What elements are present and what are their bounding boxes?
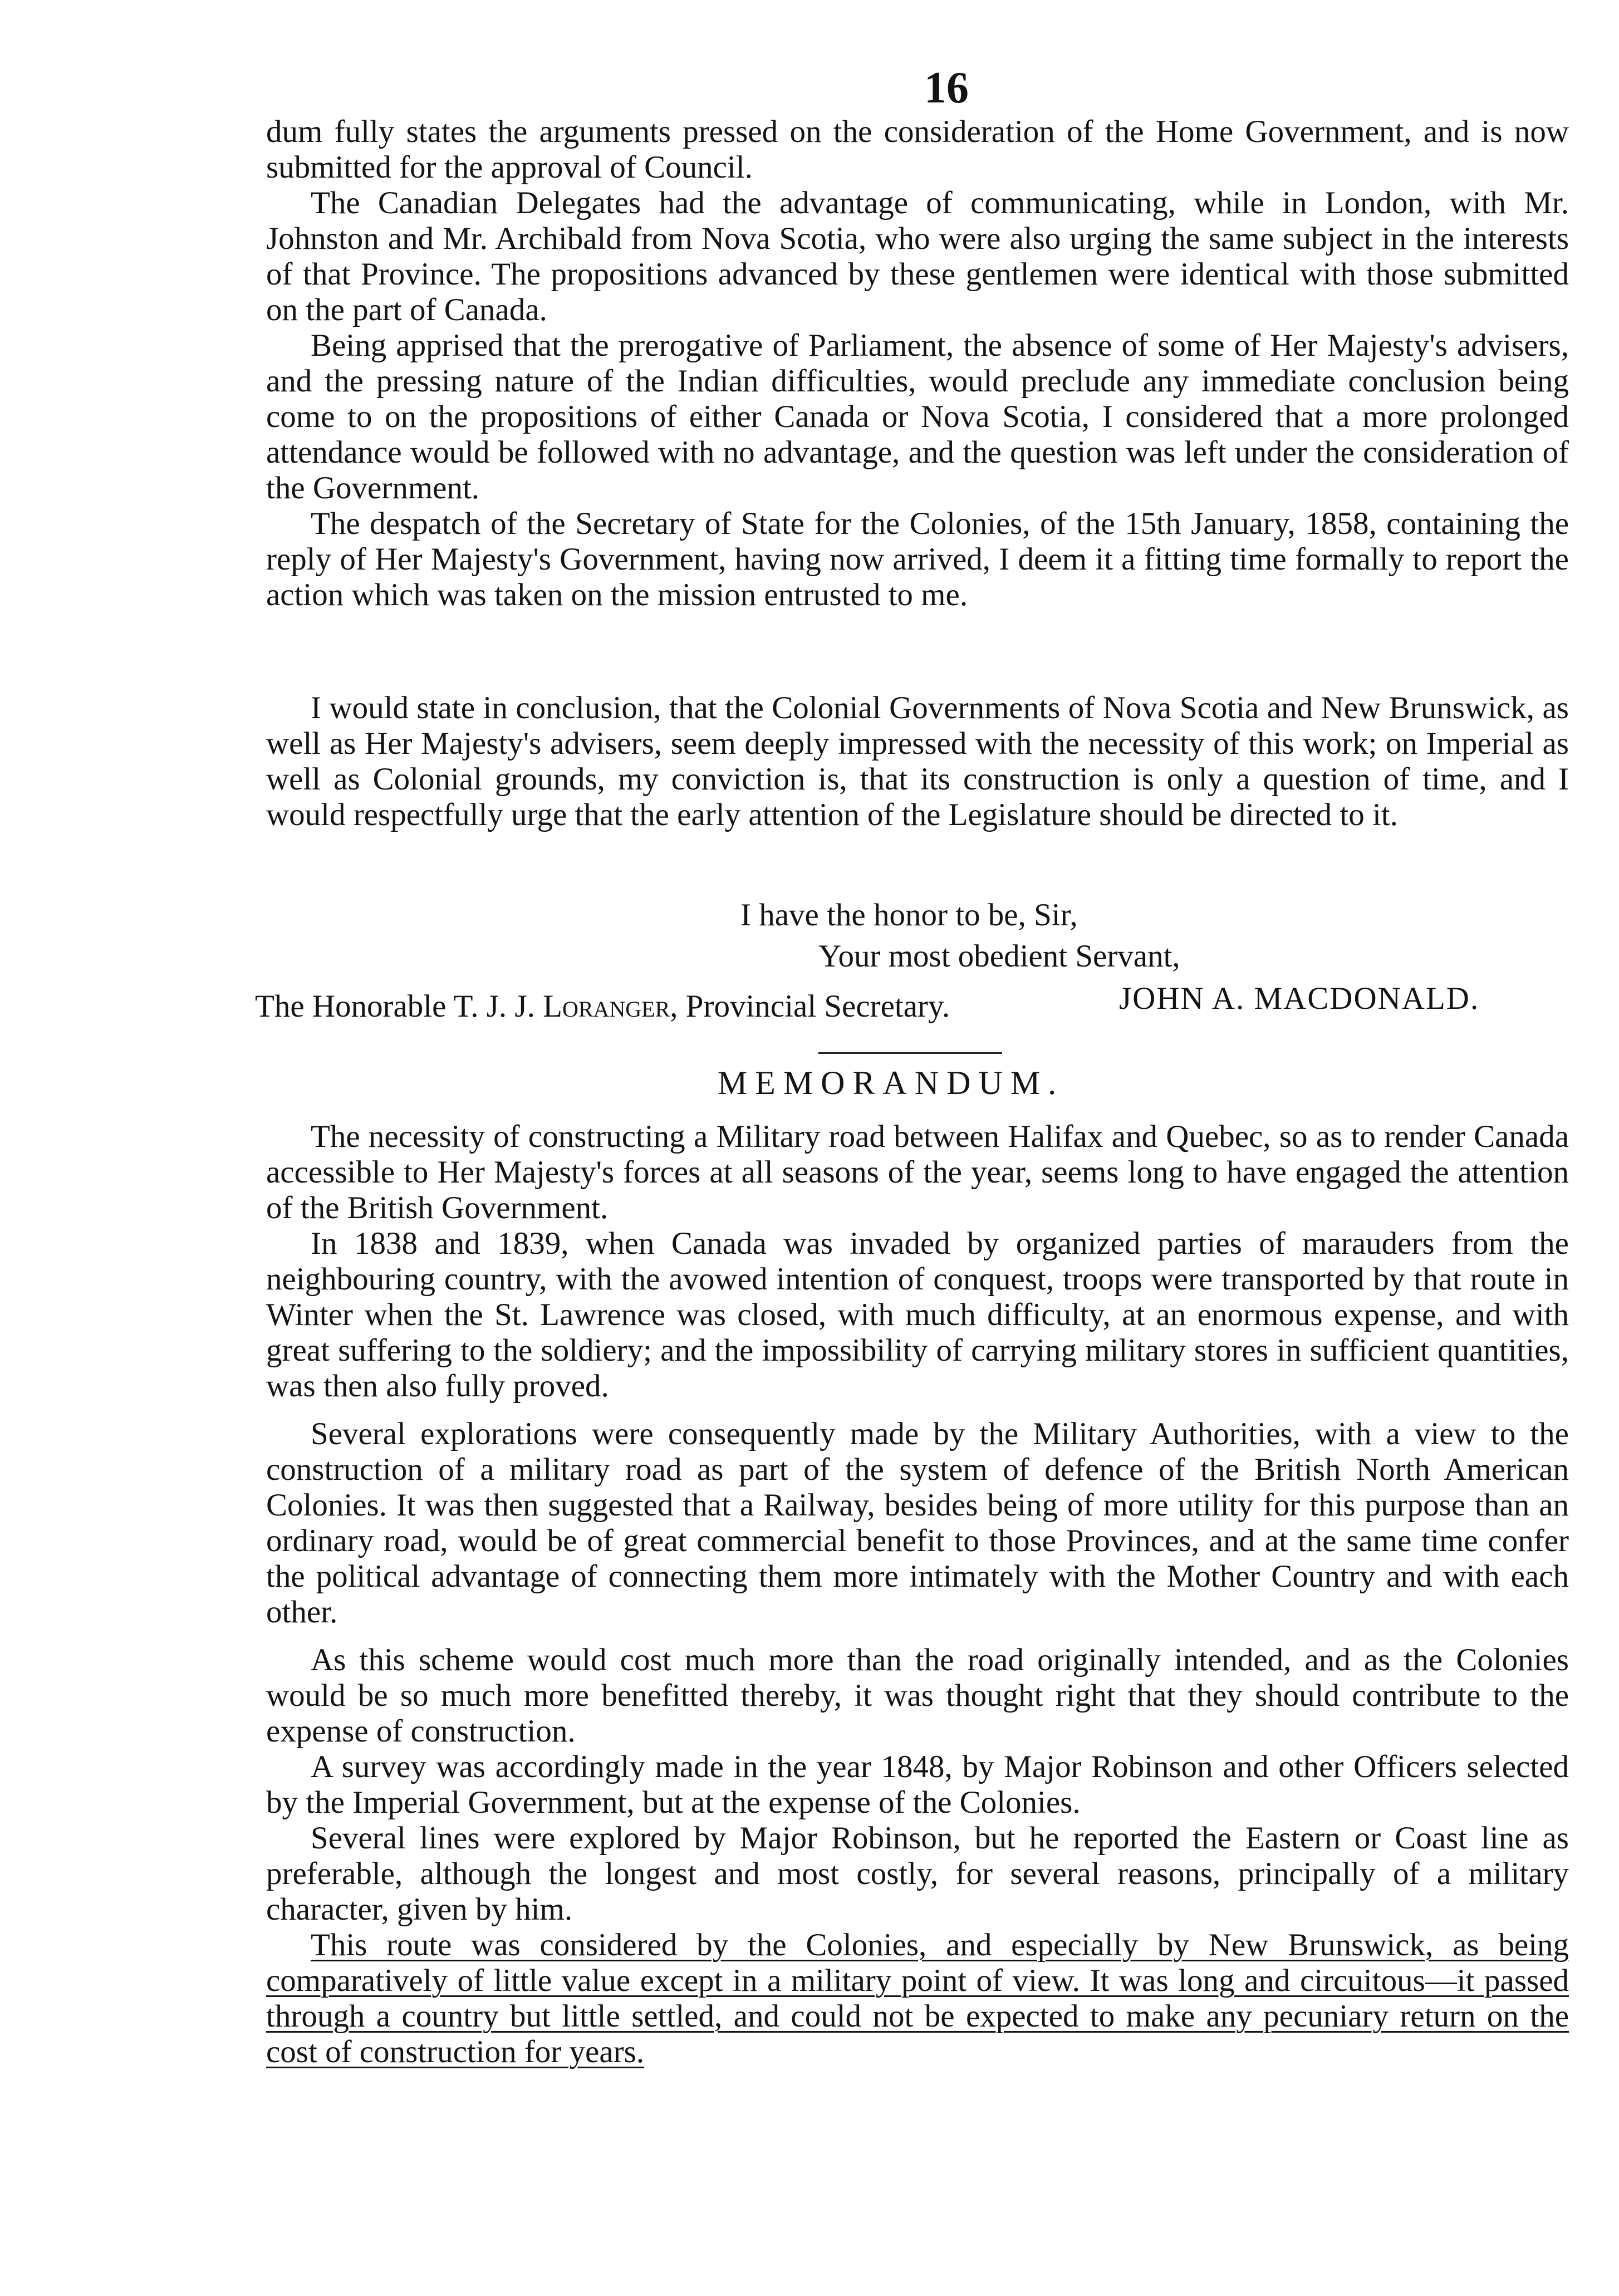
memorandum-paragraph: As this scheme would cost much more than the road originally intended, and as the Colonies would be so much more benefitted thereby, it was thought right that they should contribute to the expense of construction. — [266, 1642, 1569, 1749]
memorandum-paragraph: Several explorations were consequently made by the Military Authorities, with a view to the construction of a military road as part of the system of defence of the British North American Colonies. It was then suggested that a Railway, besides being of more utility for this purpose than an ordinary road, would be of great commercial benefit to those Provinces, and at the same time confer the political advantage of connecting them more intimately with the Mother Country and with each other. — [266, 1416, 1569, 1630]
memorandum-paragraph-underlined: This route was considered by the Colonies, and especially by New Brunswick, as being comparatively of little value except in a military point of view. It was long and circuitous—it passed through a country but little settled, and could not be expected to make any pecuniary return on the cost of construction for years. — [266, 1927, 1569, 2069]
memorandum-paragraph: The necessity of constructing a Military road between Halifax and Quebec, so as to render Canada accessible to Her Majesty's forces at all seasons of the year, seems long to have engaged the attention of the British Government. — [266, 1119, 1569, 1225]
section-divider — [818, 1052, 1002, 1054]
memorandum-paragraph: In 1838 and 1839, when Canada was invaded by organized parties of marauders from the neighbouring country, with the avowed intention of conquest, troops were transported by that route in Winter when the St. Lawrence was closed, with much difficulty, at an enormous expense, and with great suffering to the soldiery; and the impossibility of carrying military stores in sufficient quantities, was then also fully proved. — [266, 1226, 1569, 1404]
addressee-name: Loranger — [543, 989, 670, 1024]
letter-paragraph: dum fully states the arguments pressed on the consideration of the Home Government, and is now submitted for the approval of Council. — [266, 114, 1569, 185]
memorandum-paragraph: Several lines were explored by Major Robinson, but he reported the Eastern or Coast line as preferable, although the longest and most costly, for several reasons, principally of a military character, given by him. — [266, 1821, 1569, 1927]
memorandum-paragraph: A survey was accordingly made in the year 1848, by Major Robinson and other Officers selected by the Imperial Government, but at the expense of the Colonies. — [266, 1749, 1569, 1820]
addressee — [255, 989, 950, 1024]
page-number: 16 — [924, 63, 969, 112]
addressee-suffix: , Provincial Secretary. — [670, 989, 950, 1024]
memorandum-heading: MEMORANDUM. — [717, 1064, 1064, 1101]
letter-paragraph: The Canadian Delegates had the advantage of communicating, while in London, with Mr. Johnston and Mr. Archibald from Nova Scotia, who were also urging the same subject in the interests of that Province. The propositions advanced by these gentlemen were identical with those submitted on the part of Canada. — [266, 185, 1569, 327]
closing-line: I have the honor to be, Sir, — [740, 897, 1078, 933]
closing-line: Your most obedient Servant, — [818, 939, 1180, 974]
addressee-prefix: The Honorable T. J. J. — [255, 989, 543, 1024]
letter-body — [266, 114, 1569, 613]
letter-paragraph: Being apprised that the prerogative of Parliament, the absence of some of Her Majesty's advisers, and the pressing nature of the Indian difficulties, would preclude any immediate conclusion being come to on the propositions of either Canada or Nova Scotia, I considered that a more prolonged attendance would be followed with no advantage, and the question was left under the consideration of the Government. — [266, 328, 1569, 506]
letter-closing-paragraph — [266, 690, 1569, 833]
signature-name: JOHN A. MACDONALD. — [1119, 981, 1480, 1016]
letter-paragraph: The despatch of the Secretary of State for the Colonies, of the 15th January, 1858, containing the reply of Her Majesty's Government, having now arrived, I deem it a fitting time formally to report the action which was taken on the mission entrusted to me. — [266, 506, 1569, 612]
letter-paragraph: I would state in conclusion, that the Colonial Governments of Nova Scotia and New Brunswick, as well as Her Majesty's advisers, seem deeply impressed with the necessity of this work; on Imperial as well as Colonial grounds, my conviction is, that its construction is only a question of time, and I would respectfully urge that the early attention of the Legislature should be directed to it. — [266, 690, 1569, 832]
memorandum-body — [266, 1119, 1569, 2070]
